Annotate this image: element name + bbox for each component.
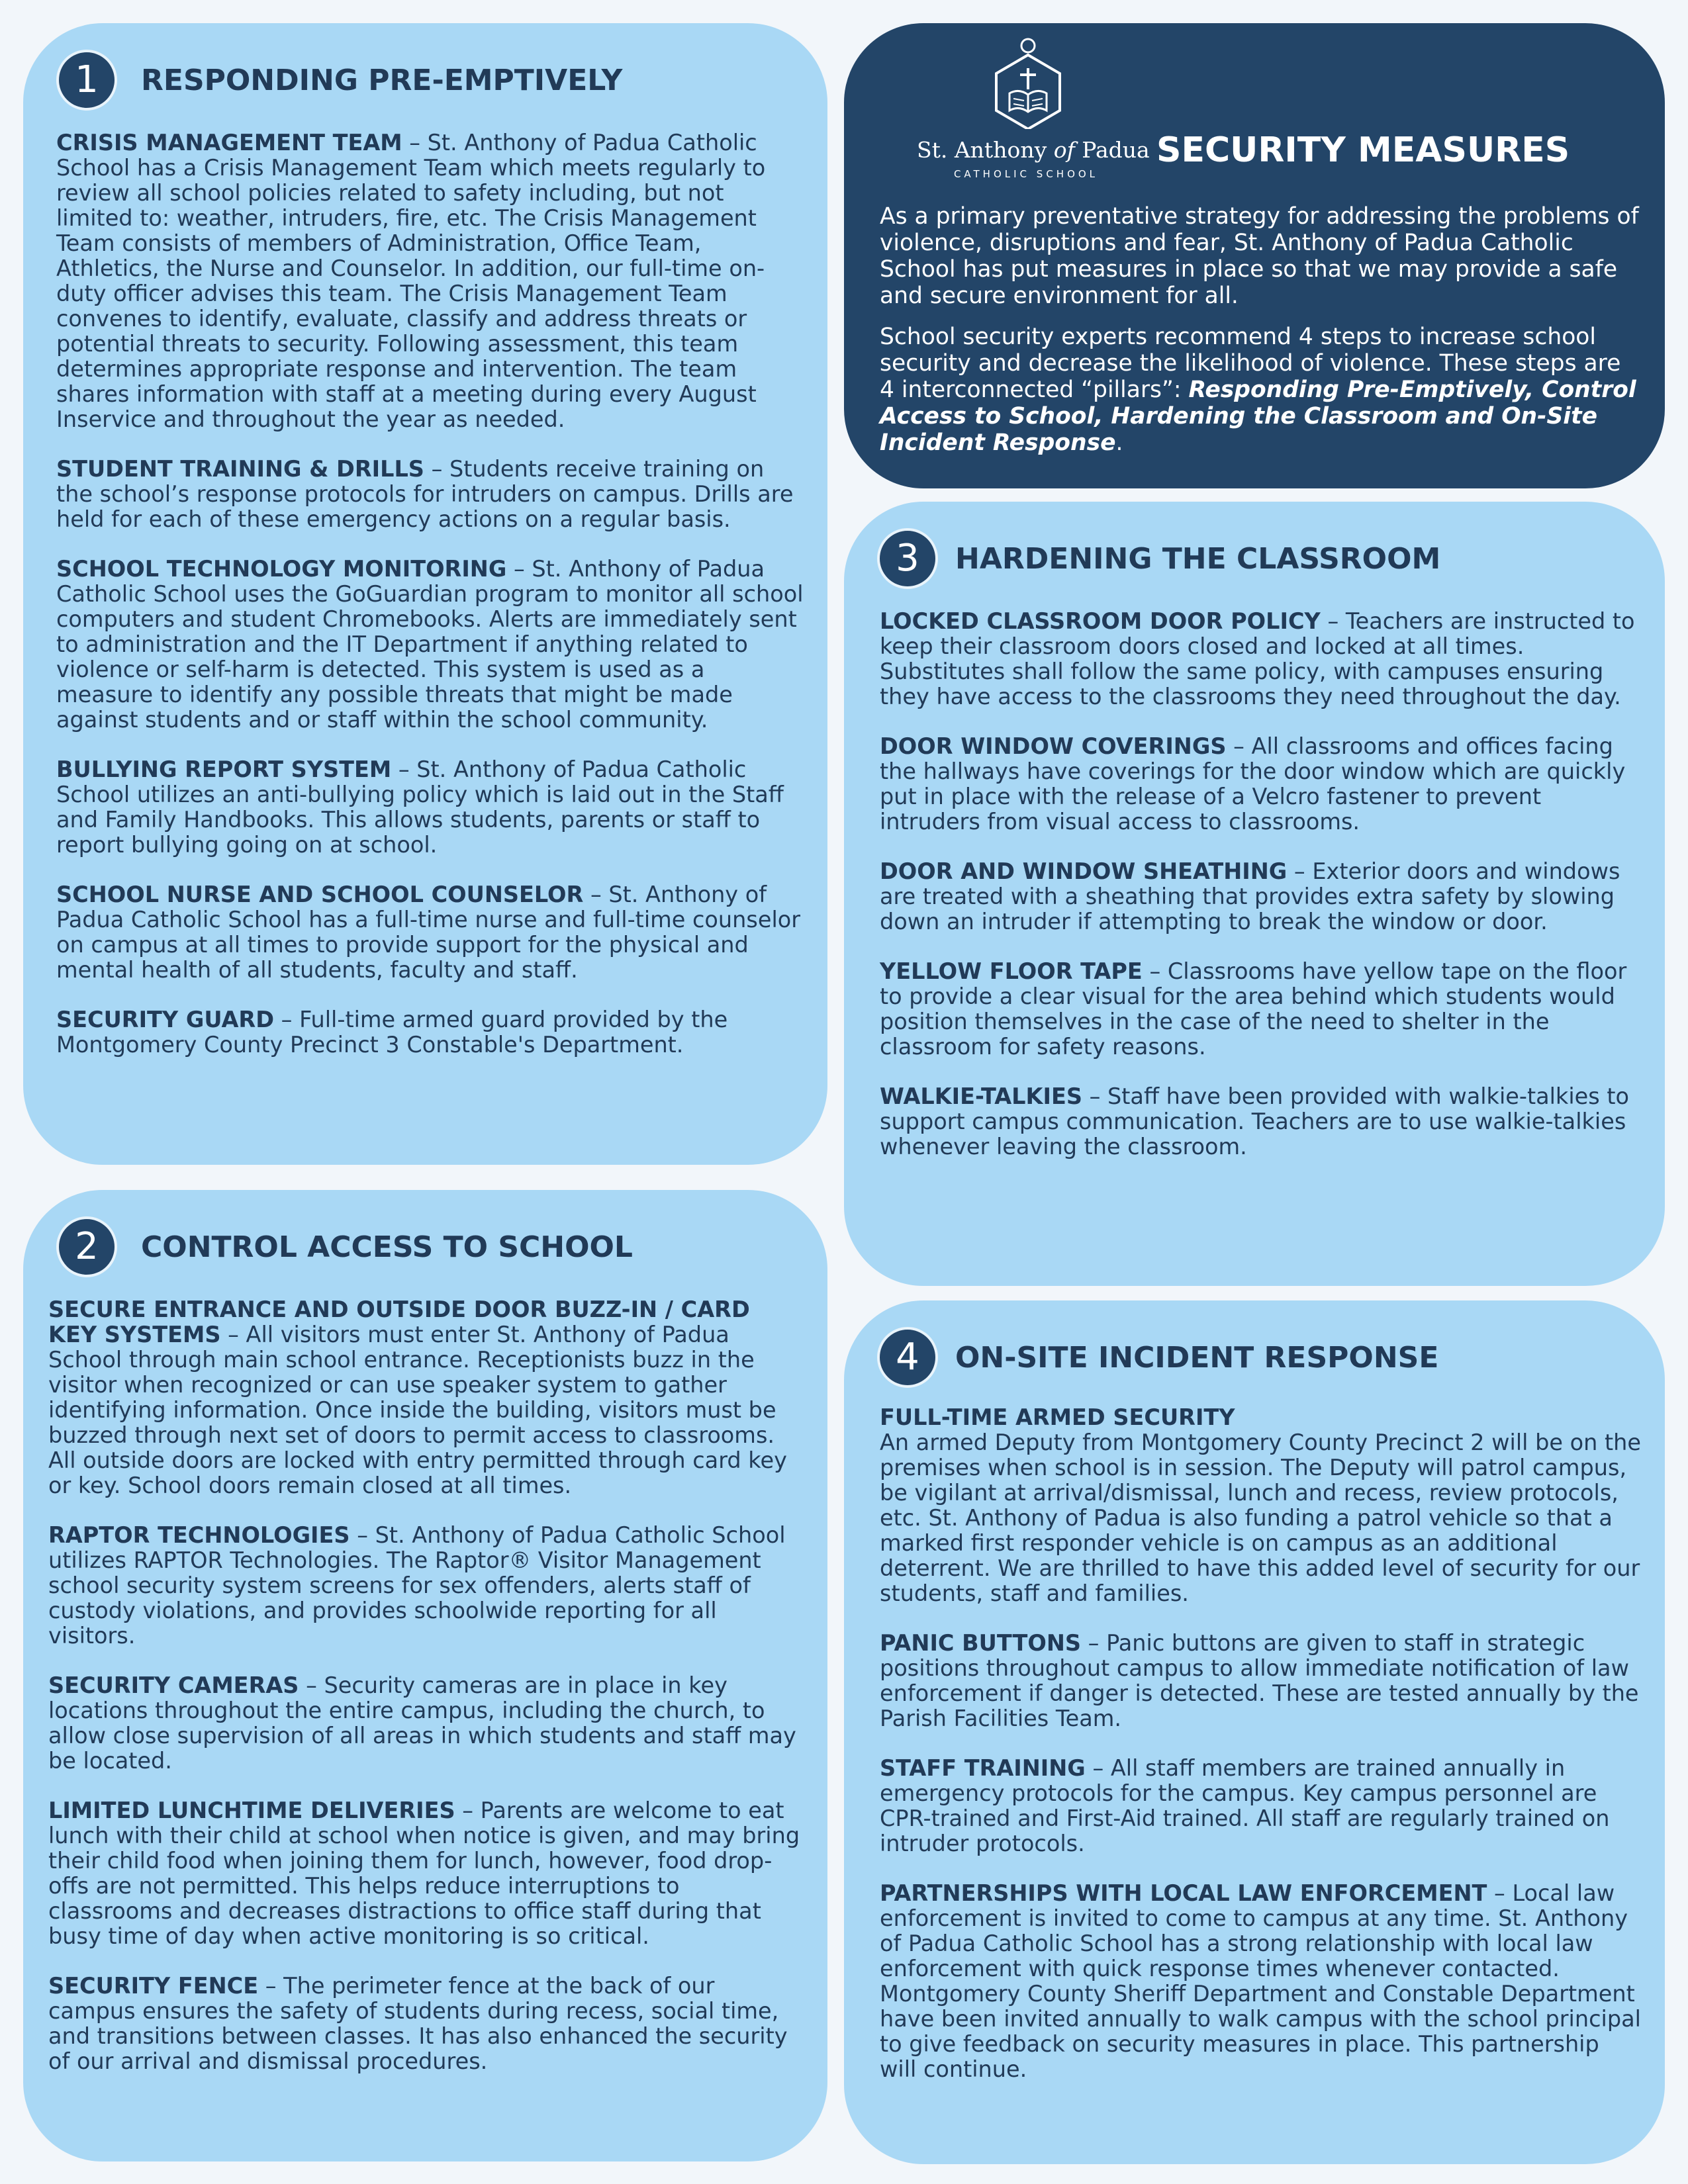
school-subtitle: CATHOLIC SCHOOL: [953, 168, 1099, 180]
school-crest-icon: [988, 36, 1068, 129]
list-item: [880, 1084, 1641, 1160]
item-label: SECURITY FENCE: [48, 1973, 259, 1999]
list-item: [880, 1631, 1641, 1731]
section-header: [877, 1327, 1438, 1388]
item-label: PARTNERSHIPS WITH LOCAL LAW ENFORCEMENT: [880, 1880, 1487, 1906]
list-item: [48, 1798, 804, 1949]
item-label: BULLYING REPORT SYSTEM: [56, 756, 392, 782]
item-text: – Full-time armed guard provided by the Montgomery County Precinct 3 Constable's Department.: [56, 1007, 728, 1058]
item-label: YELLOW FLOOR TAPE: [880, 958, 1143, 984]
section-number-badge: 3: [877, 528, 938, 589]
section-title: CONTROL ACCESS TO SCHOOL: [141, 1230, 633, 1264]
item-label: WALKIE-TALKIES: [880, 1083, 1082, 1109]
list-item: [56, 130, 804, 432]
list-item: [880, 1881, 1641, 2082]
panel-hardening-classroom: [844, 502, 1665, 1286]
section-number-badge: 2: [56, 1216, 117, 1277]
pillars-list: Responding Pre-Emptively, Control Access to School, Hardening the Classroom and On-Site Incident Response: [880, 377, 1636, 456]
list-item: [48, 1974, 804, 2074]
list-item: [48, 1297, 804, 1498]
list-item: [880, 609, 1641, 709]
item-text: – Exterior doors and windows are treated with a sheathing that provides extra safety by slowing down an intruder if attempting to break the window or door.: [880, 858, 1620, 934]
item-text: An armed Deputy from Montgomery County Precinct 2 will be on the premises when school is in session. The Deputy will patrol campus, be vigilant at arrival/dismissal, lunch and recess, review protocols, etc. St. Anthony of Padua is also funding a patrol vehicle so that a marked first responder vehicle is on campus as an additional deterrent. We are thrilled to have this added level of security for our students, staff and families.: [880, 1430, 1641, 1606]
section-title: HARDENING THE CLASSROOM: [955, 541, 1441, 576]
item-label: DOOR WINDOW COVERINGS: [880, 733, 1227, 759]
item-label: SECURITY CAMERAS: [48, 1672, 299, 1698]
item-text: – Parents are welcome to eat lunch with their child at school when notice is given, and may bring their child food when joining them for lunch, however, food drop-offs are not permitted. This helps reduce interruptions to classrooms and decreases distractions to office staff during that busy time of day when active monitoring is so critical.: [48, 1797, 800, 1949]
item-text: – All classrooms and offices facing the hallways have coverings for the door window which are quickly put in place with the release of a Velcro fastener to prevent intruders from visual access to classrooms.: [880, 733, 1626, 835]
section-body: [48, 1297, 804, 2074]
section-header: [877, 528, 1440, 589]
item-label: PANIC BUTTONS: [880, 1630, 1082, 1656]
item-label: STUDENT TRAINING & DRILLS: [56, 456, 424, 482]
item-text: – Students receive training on the school’s response protocols for intruders on campus. Drills are held for each of these emergency actions on a regular basis.: [56, 456, 794, 532]
item-text: – Local law enforcement is invited to come to campus at any time. St. Anthony of Padua Catholic School has a strong relationship with local law enforcement with quick response times whenever contacted. Montgomery County Sheriff Department and Constable Department have been invited annually to walk campus with the school principal to give feedback on security measures in place. This partnership will continue.: [880, 1880, 1641, 2082]
item-text: – Panic buttons are given to staff in strategic positions throughout campus to allow immediate notification of law enforcement if danger is detected. These are tested annually by the Parish Facilities Team.: [880, 1630, 1639, 1731]
item-label: SCHOOL TECHNOLOGY MONITORING: [56, 556, 507, 582]
item-label: LOCKED CLASSROOM DOOR POLICY: [880, 608, 1321, 634]
steps-paragraph: School security experts recommend 4 steps to increase school security and decrease the likelihood of violence. These steps are 4 interconnected “pillars”: Responding Pre-Emptively, Control Access to School, Hardening the Classroom and On-Site Incident Response.: [880, 324, 1636, 456]
section-header: [56, 1216, 633, 1277]
item-label: SCHOOL NURSE AND SCHOOL COUNSELOR: [56, 882, 584, 907]
item-label: SECURITY GUARD: [56, 1007, 275, 1032]
item-text: – Teachers are instructed to keep their classroom doors closed and locked at all times. Substitutes shall follow the same policy, with campuses ensuring they have access to the classrooms they need throughout the day.: [880, 608, 1635, 709]
school-name: St. Anthony of Padua: [917, 137, 1150, 163]
section-header: [56, 50, 622, 111]
item-text: – All visitors must enter St. Anthony of Padua School through main school entrance. Receptionists buzz in the visitor when recognized or can use speaker system to gather identifying information. Once inside the building, visitors must be buzzed through next set of doors to permit access to classrooms. All outside doors are locked with entry permitted through card key or key. School doors remain closed at all times.: [48, 1322, 787, 1498]
item-label: STAFF TRAINING: [880, 1755, 1086, 1781]
item-label: SECURE ENTRANCE AND OUTSIDE DOOR BUZZ-IN / CARD KEY SYSTEMS: [48, 1297, 750, 1347]
item-text: – St. Anthony of Padua Catholic School utilizes RAPTOR Technologies. The Raptor® Visitor Management school security system screens for sex offenders, alerts staff of custody violations, and provides schoolwide reporting for all visitors.: [48, 1522, 786, 1649]
item-label: RAPTOR TECHNOLOGIES: [48, 1522, 350, 1548]
item-text: – All staff members are trained annually in emergency protocols for the campus. Key campus personnel are CPR-trained and First-Aid trained. All staff are regularly trained on intruder protocols.: [880, 1755, 1610, 1856]
item-text: – Staff have been provided with walkie-talkies to support campus communication. Teachers are to use walkie-talkies whenever leaving the classroom.: [880, 1083, 1629, 1160]
section-title: ON-SITE INCIDENT RESPONSE: [955, 1340, 1439, 1375]
list-item: [56, 1007, 804, 1058]
list-item: [880, 734, 1641, 835]
list-item: [880, 1405, 1641, 1606]
list-item: [56, 882, 804, 983]
item-text: – The perimeter fence at the back of our campus ensures the safety of students during recess, social time, and transitions between classes. It has also enhanced the security of our arrival and dismissal procedures.: [48, 1973, 788, 2074]
list-item: [56, 757, 804, 858]
panel-on-site-incident-response: [844, 1300, 1665, 2164]
section-body: [880, 609, 1641, 1160]
school-logo: [917, 137, 1150, 180]
list-item: [56, 457, 804, 532]
list-item: [880, 859, 1641, 934]
section-body: [880, 1405, 1641, 2082]
section-title: RESPONDING PRE-EMPTIVELY: [141, 63, 623, 97]
item-text: – Classrooms have yellow tape on the floor to provide a clear visual for the area behind which students would position themselves in the case of the need to shelter in the classroom for safety reasons.: [880, 958, 1627, 1060]
item-text: – St. Anthony of Padua Catholic School has a Crisis Management Team which meets regularly to review all school policies related to safety including, but not limited to: weather, intruders, fire, etc. The Crisis Management Team consists of members of Administration, Office Team, Athletics, the Nurse and Counselor. In addition, our full-time on-duty officer advises this team. The Crisis Management Team convenes to identify, evaluate, classify and address threats or potential threats to security. Following assessment, this team determines appropriate response and intervention. The team shares information with staff at a meeting during every August Inservice and throughout the year as needed.: [56, 130, 766, 432]
security-intro: [880, 203, 1641, 471]
page-title: SECURITY MEASURES: [1156, 130, 1570, 170]
item-text: – St. Anthony of Padua Catholic School uses the GoGuardian program to monitor all school computers and student Chromebooks. Alerts are immediately sent to administration and the IT Department if anything related to violence or self-harm is detected. This system is used as a measure to identify any possible threats that might be made against students and or staff within the school community.: [56, 556, 804, 733]
panel-security-measures: [844, 23, 1665, 488]
list-item: [48, 1523, 804, 1649]
section-body: [56, 130, 804, 1058]
list-item: [880, 1756, 1641, 1856]
intro-paragraph: As a primary preventative strategy for addressing the problems of violence, disruptions and fear, St. Anthony of Padua Catholic School has put measures in place so that we may provide a safe and secure environment for all.: [880, 203, 1639, 309]
list-item: [48, 1673, 804, 1774]
panel-control-access: [23, 1190, 827, 2161]
list-item: [56, 557, 804, 733]
item-text: – St. Anthony of Padua Catholic School has a full-time nurse and full-time counselor on campus at all times to provide support for the physical and mental health of all students, faculty and staff.: [56, 882, 801, 983]
list-item: [880, 959, 1641, 1060]
item-label: FULL-TIME ARMED SECURITY: [880, 1404, 1235, 1430]
item-text: – Security cameras are in place in key locations throughout the entire campus, including the church, to allow close supervision of all areas in which students and staff may be located.: [48, 1672, 796, 1774]
section-number-badge: 4: [877, 1327, 938, 1388]
item-text: – St. Anthony of Padua Catholic School utilizes an anti-bullying policy which is laid out in the Staff and Family Handbooks. This allows students, parents or staff to report bullying going on at school.: [56, 756, 784, 858]
section-number-badge: 1: [56, 50, 117, 111]
item-label: DOOR AND WINDOW SHEATHING: [880, 858, 1288, 884]
item-label: CRISIS MANAGEMENT TEAM: [56, 130, 402, 156]
item-label: LIMITED LUNCHTIME DELIVERIES: [48, 1797, 455, 1823]
panel-responding-pre-emptively: [23, 23, 827, 1165]
